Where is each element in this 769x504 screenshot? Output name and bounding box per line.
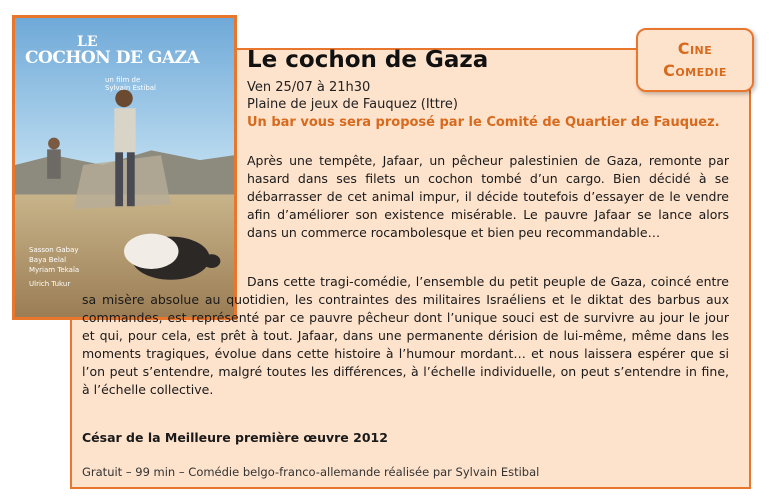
- poster-subtitle-line2: Sylvain Estibal: [105, 84, 157, 92]
- poster-cast-2: Baya Belal: [29, 256, 67, 264]
- poster-cast-4: Ulrich Tukur: [29, 280, 71, 288]
- poster-subtitle-line1: un film de: [105, 76, 141, 84]
- event-bar-note: Un bar vous sera proposé par le Comité de Quartier de Fauquez.: [247, 115, 720, 130]
- poster-cast-1: Sasson Gabay: [29, 246, 79, 254]
- category-badge: [636, 28, 754, 92]
- award-line: César de la Meilleure première œuvre 2012: [82, 430, 388, 445]
- footer-info: Gratuit – 99 min – Comédie belgo-franco-allemande réalisée par Sylvain Estibal: [82, 465, 540, 479]
- poster-cast-3: Myriam Tekaïa: [29, 266, 80, 274]
- description-paragraph: Dans cette tragi-comédie, l’ensemble du petit peuple de Gaza, coincé entre sa misère absolue au quotidien, les contraintes des militaires Israéliens et le diktat des barbus aux commandes, est représenté par ce pauvre pêcheur dont l’unique souci est de survivre au jour le jour et qui, pour cela, est prêt à tout. Jafaar, dans une permanente dérision de lui-même, même dans les moments tragiques, évolue dans cette histoire à l’humour mordant… et nous laissera espérer que si l’on peut s’entendre, malgré toutes les différences, à l’échelle individuelle, on peut s’entendre in fine, à l’échelle collective.: [82, 274, 729, 397]
- poster-title-line1: LE: [77, 34, 98, 50]
- event-date: Ven 25/07 à 21h30: [247, 80, 371, 95]
- event-place: Plaine de jeux de Fauquez (Ittre): [247, 97, 459, 112]
- synopsis-paragraph: Après une tempête, Jafaar, un pêcheur palestinien de Gaza, remonte par hasard dans ses filets un cochon tombé d’un cargo. Bien décidé à se débarrasser de cet animal impur, il décide toutefois d’essayer de le vendre afin d’améliorer son existence misérable. Le pauvre Jafaar se lance alors dans un commerce rocambolesque et bien peu recommandable…: [247, 153, 729, 240]
- badge-line2: Comedie: [663, 61, 727, 80]
- badge-line1: Cine: [677, 39, 713, 58]
- event-title: Le cochon de Gaza: [247, 47, 489, 73]
- poster-title-line2: COCHON DE GAZA: [25, 48, 200, 68]
